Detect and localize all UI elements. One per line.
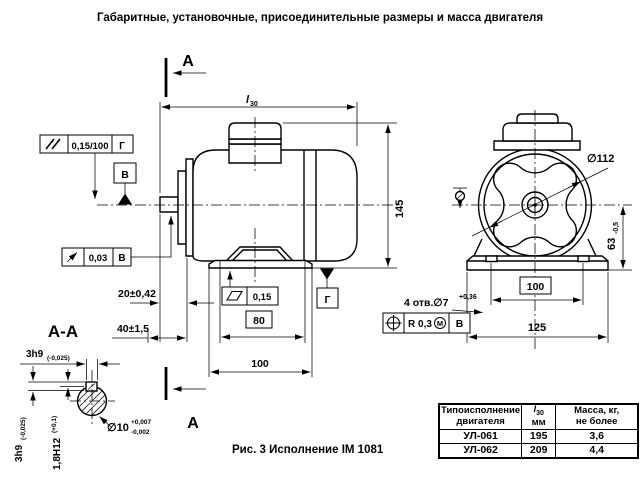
section-title: A-A xyxy=(47,322,79,341)
datum-b-triangle xyxy=(118,194,132,205)
shaft-section-view xyxy=(14,322,151,470)
leg-right xyxy=(588,239,596,256)
section-mark-top xyxy=(166,53,206,97)
shaft-dia-label: ∅10 xyxy=(107,422,129,434)
dim-63-tol: -0,5 xyxy=(613,221,620,234)
section-mark-bottom xyxy=(166,367,206,432)
parallelism-datum: Г xyxy=(119,141,125,152)
cell-type: УЛ-062 xyxy=(439,443,522,458)
key-depth-label: 1,8H12 xyxy=(52,437,63,470)
header-mass: Масса, кг, не более xyxy=(556,404,639,429)
header-l30: $l_{30}$ мм xyxy=(522,404,556,429)
cell-l30: 195 xyxy=(522,429,556,443)
cell-mass: 4,4 xyxy=(556,443,639,458)
section-label-top: A xyxy=(182,53,194,70)
runout-value: 0,03 xyxy=(88,253,108,264)
bolt-slot-left xyxy=(486,256,497,262)
dim-40-label: 40±1,5 xyxy=(116,323,150,335)
table-row xyxy=(439,429,638,443)
page-title: Габаритные, установочные, присоединительные размеры и масса двигателя xyxy=(96,12,544,24)
cell-mass: 3,6 xyxy=(556,429,639,443)
datum-b-label: В xyxy=(121,169,129,181)
dim-20-label: 20±0,42 xyxy=(118,288,156,300)
key-width-tol: (-0,025) xyxy=(47,355,70,362)
motor-front-view xyxy=(452,110,632,352)
key-height-tol: (-0,025) xyxy=(20,417,27,440)
key-depth-tol: (+0,1) xyxy=(51,415,58,433)
front-box-cap xyxy=(517,114,558,123)
shaft xyxy=(160,197,178,212)
header-type: Типоисполнение двигателя xyxy=(439,404,522,429)
shaft-dia-sub: -0,002 xyxy=(131,429,150,436)
datum-g-triangle xyxy=(320,269,334,280)
position-value: R 0,3 xyxy=(408,319,432,330)
key-width-label: 3h9 xyxy=(26,349,44,360)
bolt-slot-right xyxy=(578,256,589,262)
runout-leader xyxy=(131,216,171,257)
dim-l30-sub: 30 xyxy=(250,101,258,108)
dim-80-label: 80 xyxy=(253,315,265,327)
holes-note: 4 отв.∅7 xyxy=(404,297,449,309)
cell-l30: 209 xyxy=(522,443,556,458)
shaft-dia-sup: +0,007 xyxy=(131,419,152,426)
flatness-value: 0,15 xyxy=(252,292,272,303)
motor-data-table xyxy=(438,403,639,459)
mmc-modifier: M xyxy=(436,319,444,328)
dim-100-label: 100 xyxy=(251,358,269,370)
dim-63-label: 63 xyxy=(606,237,618,250)
shield-plate-2 xyxy=(186,159,193,256)
dim-125-label: 125 xyxy=(527,322,547,334)
holes-note-tol: +0,36 xyxy=(459,294,477,301)
section-label-bottom: A xyxy=(187,415,199,432)
dim-100f-label: 100 xyxy=(526,281,545,293)
foot-plate xyxy=(209,261,312,269)
table-header-row xyxy=(439,404,638,429)
key-height-label: 3h9 xyxy=(14,444,25,462)
parallelism-value: 0,15/100 xyxy=(71,141,109,152)
position-datum: В xyxy=(455,318,464,330)
cell-type: УЛ-061 xyxy=(439,429,522,443)
motor-side-view xyxy=(97,117,398,285)
dia112-label: ∅112 xyxy=(587,153,615,165)
runout-datum: В xyxy=(118,253,126,264)
shield-plate-1 xyxy=(178,171,186,244)
figure-caption: Рис. 3 Исполнение IM 1081 xyxy=(232,444,384,456)
table-row xyxy=(439,443,638,458)
front-box-band xyxy=(494,141,580,150)
leg-left xyxy=(474,239,482,256)
front-box-mid xyxy=(503,123,572,141)
motor-body xyxy=(193,150,357,261)
dim-145-label: 145 xyxy=(394,199,406,218)
datum-g-label: Г xyxy=(324,294,331,306)
dim-l30-label: l xyxy=(245,94,249,106)
